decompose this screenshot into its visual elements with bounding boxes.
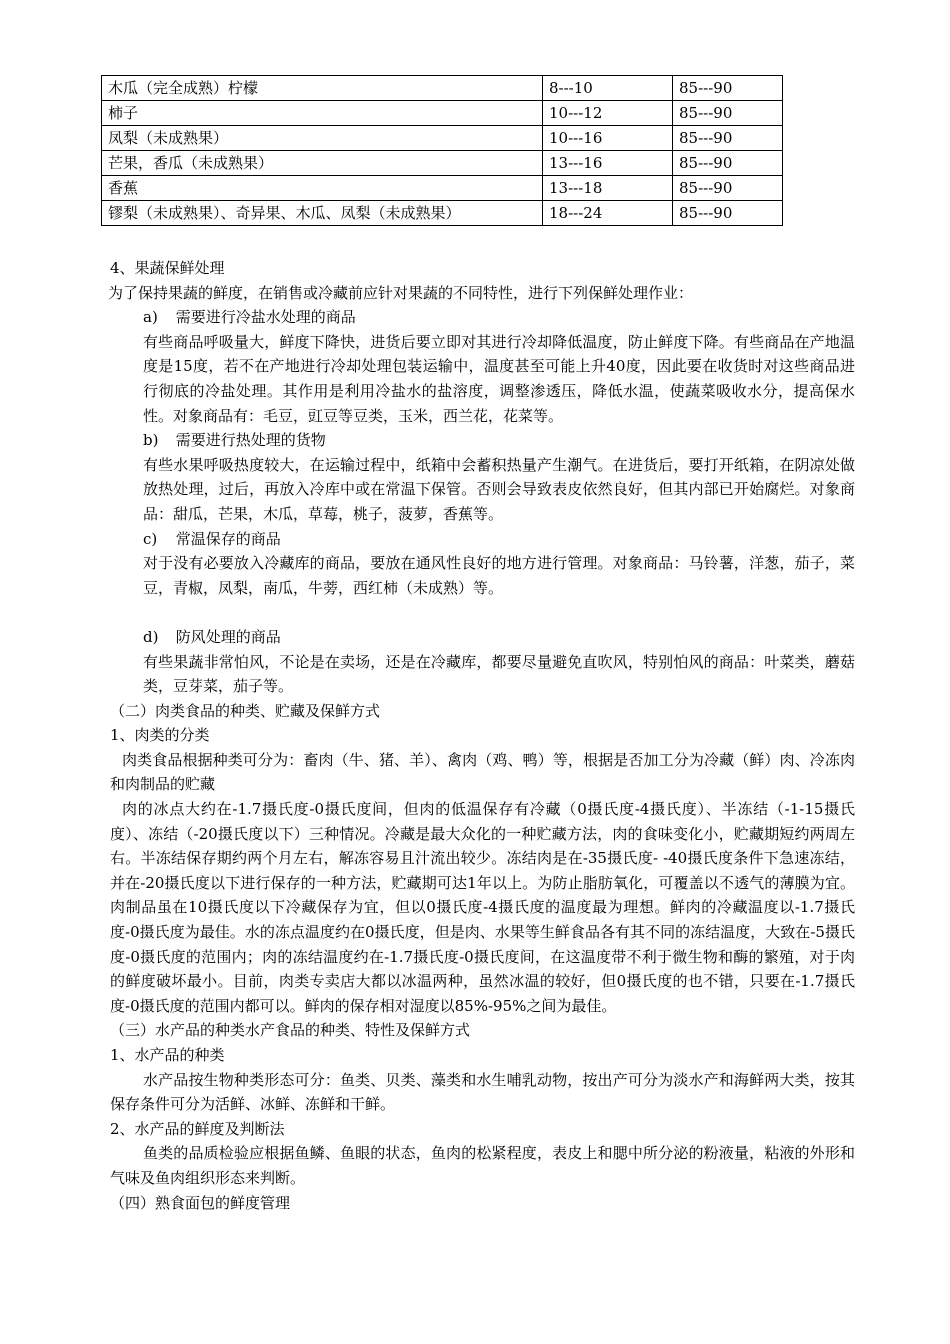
table-cell: 10---16 bbox=[543, 126, 673, 151]
table-cell: 芒果，香瓜（未成熟果） bbox=[102, 151, 543, 176]
item-body: 有些水果呼吸热度较大，在运输过程中，纸箱中会蓄积热量产生潮气。在进货后，要打开纸箱，在阴凉处做放热处理，过后，再放入冷库中或在常温下保管。否则会导致表皮依然良好，但其内部已开始腐烂。对象商品：甜瓜，芒果，木瓜，草莓，桃子，菠萝，香蕉等。 bbox=[143, 455, 855, 523]
table-row bbox=[102, 76, 783, 101]
item-heading bbox=[110, 305, 855, 330]
item-title: 需要进行热处理的货物 bbox=[175, 431, 326, 450]
section-heading: （三）水产品的种类水产食品的种类、特性及保鲜方式 bbox=[110, 1021, 471, 1040]
table-cell: 85---90 bbox=[673, 151, 783, 176]
section-heading: （四）熟食面包的鲜度管理 bbox=[110, 1193, 291, 1212]
subsection-heading: 1、水产品的种类 bbox=[110, 1046, 225, 1064]
table-cell: 8---10 bbox=[543, 76, 673, 101]
section-intro: 为了保持果蔬的鲜度，在销售或冷藏前应针对果蔬的不同特性，进行下列保鲜处理作业： bbox=[108, 283, 694, 302]
item-heading bbox=[110, 428, 855, 453]
table-cell: 柿子 bbox=[102, 101, 543, 126]
section-heading: 4、果蔬保鲜处理 bbox=[110, 259, 225, 277]
item-body: 对于没有必要放入冷藏库的商品，要放在通风性良好的地方进行管理。对象商品：马铃薯，洋葱，茄子，菜豆，青椒，凤梨，南瓜，牛蒡，西红柿（未成熟）等。 bbox=[143, 554, 855, 597]
item-heading bbox=[110, 527, 855, 552]
table-row bbox=[102, 126, 783, 151]
paragraph: 鱼类的品质检验应根据鱼鳞、鱼眼的状态，鱼肉的松紧程度，表皮上和腮中所分泌的粉液量，粘液的外形和气味及鱼肉组织形态来判断。 bbox=[110, 1144, 855, 1187]
paragraph: 肉的冰点大约在-1.7摄氏度-0摄氏度间，但肉的低温保存有冷藏（0摄氏度-4摄氏度）、半冻结（-1-15摄氏度）、冻结（-20摄氏度以下）三种情况。冷藏是最大众化的一种贮藏方法，肉的食味变化小，贮藏期短约两周左右。半冻结保存期约两个月左右，解冻容易且汁流出较少。冻结肉是在-35摄氏度- -40摄氏度条件下急速冻结，并在-20摄氏度以下进行保存的一种方法，贮藏期可达1年以上。为防止脂肪氧化，可覆盖以不透气的薄膜为宜。肉制品虽在10摄氏度以下冷藏保存为宜，但以0摄氏度-4摄氏度的温度最为理想。鲜肉的冷藏温度以-1.7摄氏度-0摄氏度为最佳。水的冻点温度约在0摄氏度，但是肉、水果等生鲜食品各有其不同的冻结温度，大致在-5摄氏度-0摄氏度的范围内；肉的冻结温度约在-1.7摄氏度-0摄氏度间，在这温度带不利于微生物和酶的繁殖，对于肉的鲜度破坏最小。目前，肉类专卖店大都以冰温两种，虽然冰温的较好，但0摄氏度的也不错，只要在-1.7摄氏度-0摄氏度的范围内都可以。鲜肉的保存相对湿度以85%-95%之间为最佳。 bbox=[110, 800, 855, 1015]
table-cell: 镠梨（未成熟果）、奇异果、木瓜、凤梨（未成熟果） bbox=[102, 201, 543, 226]
table-cell: 13---18 bbox=[543, 176, 673, 201]
item-body: 有些商品呼吸量大，鲜度下降快，进货后要立即对其进行冷却降低温度，防止鲜度下降。有些商品在产地温度是15度，若不在产地进行冷却处理包装运输中，温度甚至可能上升40度，因此要在收货时对这些商品进行彻底的冷盐处理。其作用是利用冷盐水的盐溶度，调整渗透压，降低水温，使蔬菜吸收水分，提高保水性。对象商品有：毛豆，豇豆等豆类，玉米，西兰花，花菜等。 bbox=[143, 332, 855, 425]
paragraph: 肉类食品根据种类可分为：畜肉（牛、猪、羊）、禽肉（鸡、鸭）等，根据是否加工分为冷藏（鲜）肉、冷冻肉和肉制品的贮藏 bbox=[110, 750, 855, 794]
item-label: a) bbox=[143, 308, 158, 327]
item-title: 常温保存的商品 bbox=[175, 529, 281, 548]
subsection-heading: 1、肉类的分类 bbox=[110, 726, 210, 745]
table-cell: 10---12 bbox=[543, 101, 673, 126]
section-heading: （二）肉类食品的种类、贮藏及保鲜方式 bbox=[110, 701, 381, 720]
paragraph: 水产品按生物种类形态可分：鱼类、贝类、藻类和水生哺乳动物，按出产可分为淡水产和海鲜两大类，按其保存条件可分为活鲜、冰鲜、冻鲜和干鲜。 bbox=[110, 1070, 855, 1114]
table-cell: 18---24 bbox=[543, 201, 673, 226]
item-label: b) bbox=[143, 431, 159, 450]
table-cell: 85---90 bbox=[673, 176, 783, 201]
table-row bbox=[102, 201, 783, 226]
body-text bbox=[110, 256, 855, 1215]
item-body: 有些果蔬非常怕风，不论是在卖场，还是在冷藏库，都要尽量避免直吹风，特别怕风的商品：叶菜类，蘑菇类，豆芽菜，茄子等。 bbox=[143, 652, 855, 696]
table-cell: 85---90 bbox=[673, 101, 783, 126]
table-cell: 凤梨（未成熟果） bbox=[102, 126, 543, 151]
blank-line bbox=[110, 600, 855, 625]
table-cell: 13---16 bbox=[543, 151, 673, 176]
table-cell: 85---90 bbox=[673, 76, 783, 101]
item-label: d) bbox=[143, 627, 159, 646]
table-cell: 木瓜（完全成熟）柠檬 bbox=[102, 76, 543, 101]
table-row bbox=[102, 101, 783, 126]
item-heading bbox=[110, 625, 855, 650]
subsection-heading: 2、水产品的鲜度及判断法 bbox=[110, 1119, 285, 1138]
storage-table bbox=[101, 75, 783, 226]
table-row bbox=[102, 151, 783, 176]
table-cell: 85---90 bbox=[673, 126, 783, 151]
table-cell: 85---90 bbox=[673, 201, 783, 226]
table-cell: 香蕉 bbox=[102, 176, 543, 201]
item-title: 防风处理的商品 bbox=[175, 627, 281, 646]
item-title: 需要进行冷盐水处理的商品 bbox=[175, 308, 356, 327]
table-row bbox=[102, 176, 783, 201]
item-label: c) bbox=[143, 529, 158, 548]
